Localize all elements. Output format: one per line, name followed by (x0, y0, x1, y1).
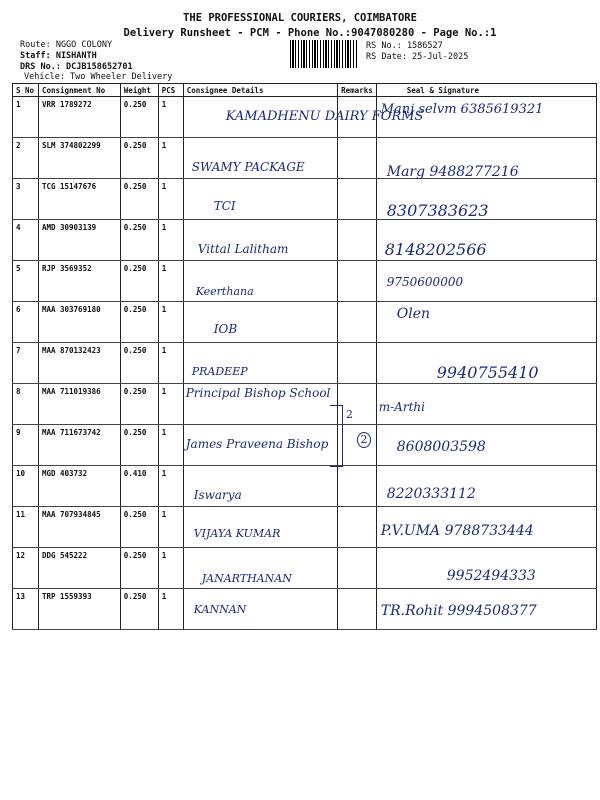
cell-sno: 3 (13, 179, 39, 220)
table-row (13, 425, 597, 466)
table-row (13, 179, 597, 220)
cell-signature (376, 97, 596, 138)
barcode (290, 40, 358, 68)
col-consignment: Consignment No (38, 84, 120, 97)
cell-remarks (338, 138, 377, 179)
cell-weight: 0.250 (120, 343, 158, 384)
signature-handwriting: 8608003598 (396, 439, 486, 455)
signature-handwriting: 9940755410 (436, 363, 539, 382)
col-weight: Weight (120, 84, 158, 97)
vehicle: Vehicle: Two Wheeler Delivery (24, 72, 173, 82)
cell-remarks (338, 548, 377, 589)
cell-signature (376, 179, 596, 220)
table-row (13, 548, 597, 589)
table-header (13, 84, 597, 97)
cell-signature (376, 589, 596, 630)
cell-signature (376, 466, 596, 507)
table-row (13, 220, 597, 261)
cell-pcs: 1 (158, 507, 183, 548)
cell-remarks (338, 179, 377, 220)
table-row (13, 302, 597, 343)
cell-remarks (338, 384, 377, 425)
cell-signature (376, 425, 596, 466)
cell-signature (376, 138, 596, 179)
table-row (13, 384, 597, 425)
signature-handwriting: 8220333112 (386, 486, 476, 502)
cell-consignment: TRP 1559393 (38, 589, 120, 630)
cell-consignment: MAA 303769180 (38, 302, 120, 343)
cell-weight: 0.250 (120, 261, 158, 302)
cell-sno: 4 (13, 220, 39, 261)
table-row (13, 507, 597, 548)
cell-consignee (183, 425, 337, 466)
cell-sno: 2 (13, 138, 39, 179)
cell-consignee (183, 302, 337, 343)
cell-sno: 8 (13, 384, 39, 425)
col-remarks: Remarks (338, 84, 377, 97)
col-signature: Seal & Signature (376, 84, 596, 97)
cell-pcs: 1 (158, 261, 183, 302)
cell-consignee (183, 589, 337, 630)
company-title: THE PROFESSIONAL COURIERS, COIMBATORE (183, 12, 417, 24)
cell-pcs: 1 (158, 343, 183, 384)
cell-pcs: 1 (158, 589, 183, 630)
rs-date: RS Date: 25-Jul-2025 (366, 52, 469, 62)
cell-consignment: RJP 3569352 (38, 261, 120, 302)
cell-sno: 9 (13, 425, 39, 466)
rs-number: RS No.: 1586527 (366, 41, 443, 51)
cell-consignment: DDG 545222 (38, 548, 120, 589)
table-row (13, 589, 597, 630)
table-row (13, 466, 597, 507)
cell-consignee (183, 261, 337, 302)
cell-pcs: 1 (158, 548, 183, 589)
cell-pcs: 1 (158, 220, 183, 261)
cell-signature (376, 343, 596, 384)
col-pcs: PCS (158, 84, 183, 97)
cell-remarks (338, 343, 377, 384)
runsheet-table (12, 83, 597, 630)
cell-pcs: 1 (158, 466, 183, 507)
cell-signature (376, 220, 596, 261)
cell-pcs: 1 (158, 384, 183, 425)
cell-pcs: 1 (158, 302, 183, 343)
table-row (13, 97, 597, 138)
cell-remarks (338, 220, 377, 261)
signature-handwriting: 9750600000 (386, 275, 464, 289)
cell-signature (376, 384, 596, 425)
cell-weight: 0.250 (120, 138, 158, 179)
consignee-handwriting: TCI (213, 199, 236, 213)
cell-weight: 0.410 (120, 466, 158, 507)
cell-consignment: MAA 711019386 (38, 384, 120, 425)
cell-weight: 0.250 (120, 425, 158, 466)
cell-consignment: SLM 374802299 (38, 138, 120, 179)
cell-consignee (183, 138, 337, 179)
cell-pcs: 1 (158, 179, 183, 220)
cell-consignee (183, 466, 337, 507)
consignee-handwriting: Iswarya (193, 488, 242, 502)
cell-pcs: 1 (158, 138, 183, 179)
cell-weight: 0.250 (120, 548, 158, 589)
signature-handwriting: P.V.UMA 9788733444 (380, 523, 534, 539)
cell-weight: 0.250 (120, 97, 158, 138)
consignee-handwriting: Vittal Lalitham (197, 242, 289, 256)
cell-sno: 1 (13, 97, 39, 138)
signature-handwriting: Olen (396, 306, 431, 322)
signature-handwriting: m-Arthi (378, 400, 425, 414)
cell-pcs: 1 (158, 425, 183, 466)
drs-number: DRS No.: DCJB158652701 (20, 62, 133, 72)
cell-consignment: TCG 15147676 (38, 179, 120, 220)
cell-sno: 12 (13, 548, 39, 589)
consignee-handwriting: PRADEEP (191, 365, 248, 378)
cell-consignment: MAA 870132423 (38, 343, 120, 384)
signature-handwriting: Marg 9488277216 (386, 164, 519, 180)
col-consignee: Consignee Details (183, 84, 337, 97)
runsheet-subtitle: Delivery Runsheet - PCM - Phone No.:9047080280 - Page No.:1 (123, 27, 497, 39)
signature-handwriting: 8148202566 (384, 240, 487, 259)
signature-handwriting: TR.Rohit 9994508377 (380, 603, 537, 619)
cell-signature (376, 507, 596, 548)
cell-sno: 10 (13, 466, 39, 507)
cell-consignee (183, 507, 337, 548)
col-sno: S No (13, 84, 39, 97)
cell-consignee (183, 220, 337, 261)
cell-weight: 0.250 (120, 507, 158, 548)
cell-weight: 0.250 (120, 220, 158, 261)
table-row (13, 343, 597, 384)
cell-weight: 0.250 (120, 384, 158, 425)
consignee-handwriting: KANNAN (193, 603, 247, 616)
consignee-handwriting: Keerthana (195, 285, 254, 298)
cell-signature (376, 302, 596, 343)
cell-signature (376, 548, 596, 589)
cell-signature (376, 261, 596, 302)
cell-sno: 13 (13, 589, 39, 630)
consignee-handwriting: IOB (213, 322, 238, 336)
cell-consignment: AMD 30903139 (38, 220, 120, 261)
cell-consignee (183, 343, 337, 384)
staff: Staff: NISHANTH (20, 51, 97, 61)
consignee-handwriting: SWAMY PACKAGE (191, 160, 305, 174)
cell-remarks (338, 466, 377, 507)
cell-consignment: VRR 1789272 (38, 97, 120, 138)
cell-weight: 0.250 (120, 179, 158, 220)
signature-handwriting: 9952494333 (446, 568, 536, 584)
cell-weight: 0.250 (120, 589, 158, 630)
consignee-handwriting: KAMADHENU DAIRY FORMS (225, 109, 424, 124)
cell-remarks (338, 589, 377, 630)
bracket-note: 2 (346, 408, 353, 421)
cell-pcs: 1 (158, 97, 183, 138)
bracket-note-circled: 2 (357, 432, 371, 448)
cell-sno: 5 (13, 261, 39, 302)
consignee-handwriting: VIJAYA KUMAR (193, 527, 281, 540)
table-row (13, 261, 597, 302)
consignee-handwriting: Principal Bishop School (185, 386, 331, 400)
cell-consignee (183, 179, 337, 220)
cell-consignee (183, 548, 337, 589)
cell-remarks (338, 302, 377, 343)
cell-consignee (183, 97, 424, 138)
cell-sno: 11 (13, 507, 39, 548)
cell-sno: 7 (13, 343, 39, 384)
signature-handwriting: Manj selvm 6385619321 (380, 102, 544, 117)
cell-consignment: MAA 711673742 (38, 425, 120, 466)
route: Route: NGGO COLONY (20, 40, 113, 50)
cell-weight: 0.250 (120, 302, 158, 343)
cell-sno: 6 (13, 302, 39, 343)
cell-consignee (183, 384, 337, 425)
cell-remarks (338, 425, 377, 466)
cell-consignment: MGD 403732 (38, 466, 120, 507)
cell-remarks (338, 507, 377, 548)
table-row (13, 138, 597, 179)
consignee-handwriting: JANARTHANAN (201, 572, 292, 585)
cell-remarks (338, 261, 377, 302)
cell-consignment: MAA 707934845 (38, 507, 120, 548)
signature-handwriting: 8307383623 (386, 201, 489, 220)
bracket-mark (330, 405, 343, 467)
consignee-handwriting: James Praveena Bishop (185, 437, 329, 451)
